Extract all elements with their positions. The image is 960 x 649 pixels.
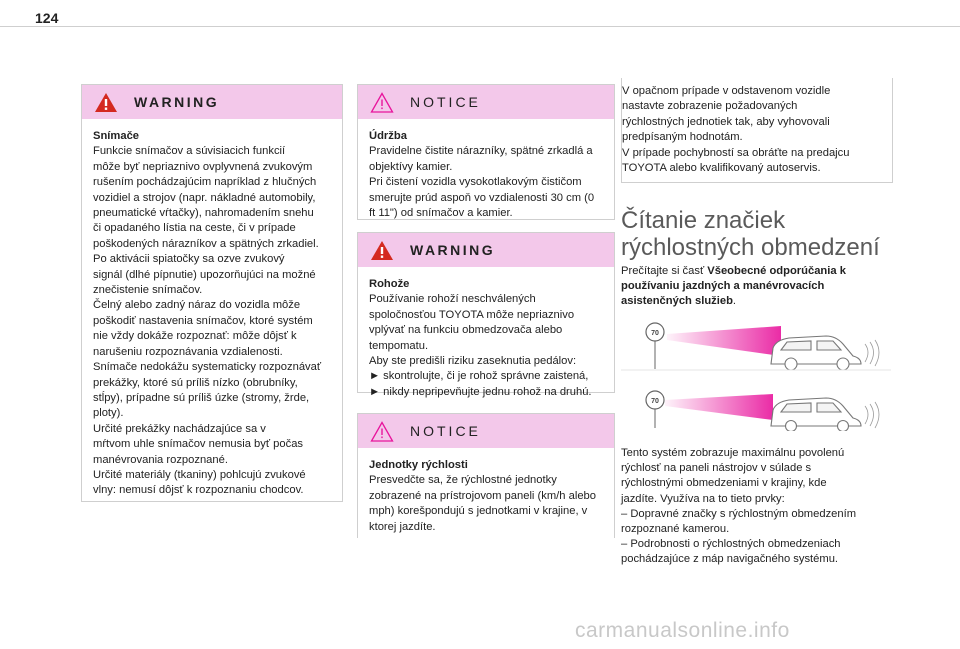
warning-label: WARNING <box>410 242 496 258</box>
watermark: carmanualsonline.info <box>575 619 790 642</box>
section-title: Čítanie značiek rýchlostných obmedzení <box>621 207 880 261</box>
warning-title: Rohože <box>369 278 410 290</box>
notice-text: Presvedčte sa, že rýchlostné jednotky zobrazené na prístrojovom paneli (km/h alebo mph) korešpondujú s jednotkami v krajine, v ktorej jazdíte. <box>369 474 596 533</box>
warning-box-header <box>82 85 342 119</box>
warning-label: WARNING <box>134 94 220 110</box>
header-divider <box>0 26 960 27</box>
sign-value-1: 70 <box>651 330 659 337</box>
notice-text: Pravidelne čistite nárazníky, spätné zrkadlá a objektívy kamier. Pri čistení vozidla vysokotlakovým čističom smerujte prúd aspoň vo vzdialenosti 30 cm (0 ft 11") od snímačov a kamier. <box>369 145 595 220</box>
warning-box-mats <box>357 232 615 398</box>
motion-lines-2 <box>865 402 879 428</box>
camera-beam-1 <box>667 326 781 356</box>
intro-reference: Všeobecné odporúčania k používaniu jazdných a manévrovacích asistenčných služieb <box>621 265 846 308</box>
warning-box-header <box>358 233 614 267</box>
notice-triangle-icon <box>370 421 394 442</box>
speed-sign-illustration <box>621 316 891 431</box>
section-description: Tento systém zobrazuje maximálnu povolenú rýchlosť na paneli nástrojov v súlade s rýchlostnými obmedzeniami v krajiny, kde jazdíte. Využíva na to tieto prvky: – Dopravné značky s rýchlostným obmedzením rozpoznané kamerou. – Podrobnosti o rýchlostných obmedzeniach pochádzajúce z máp navigačného systému. <box>621 447 857 566</box>
car-icon-2 <box>771 398 861 431</box>
camera-beam-2 <box>665 394 773 420</box>
speed-limit-sign-2 <box>646 391 664 428</box>
notice-triangle-icon <box>370 92 394 113</box>
notice-label: NOTICE <box>410 94 481 110</box>
warning-triangle-icon <box>370 240 394 261</box>
notice-title: Jednotky rýchlosti <box>369 459 468 471</box>
warning-text: Používanie rohoží neschválených spoločnosťou TOYOTA môže nepriaznivo vplývať na funkciu obmedzovača alebo tempomatu. Aby ste predišli riziku zaseknutia pedálov: ► skontrolujte, či je rohož správne zaistená, ► nikdy nepripevňujte jednu rohož na druhú. <box>369 293 592 398</box>
page-number: 124 <box>35 10 59 26</box>
notice-box-speed-units <box>357 413 615 538</box>
car-icon-1 <box>771 336 861 370</box>
warning-triangle-icon <box>94 92 118 113</box>
warning-text: Funkcie snímačov a súvisiacich funkcií môže byť nepriaznivo ovplyvnená zvukovým rušením pochádzajúcim napríklad z hlučných vozidiel a strojov (napr. nákladné automobily, pneumatické vŕtačky), nahromadením snehu či opadaného lístia na ceste, či v prípade poškodených nárazníkov a spätných zrkadiel. Po aktivácii spiatočky sa ozve zvukový signál (dlhé pípnutie) upozorňujúci na možné znečistenie snímačov. Čelný alebo zadný náraz do vozidla môže poškodiť nastavenia snímačov, ktoré systém nie vždy dokáže rozpoznať: môže dôjsť k narušeniu rozpoznávania vzdialenosti. Snímače nedokážu systematicky rozpoznávať prekážky, ktoré sú príliš nízko (obrubníky, stĺpy), prípadne sú príliš úzke (stromy, žrde, ploty). Určité prekážky nachádzajúce sa v mŕtvom uhle snímačov nemusia byť počas manévrovania rozpoznané. Určité materiály (tkaniny) pohlcujú zvukové vlny: nemusí dôjsť k rozpoznaniu chodcov. <box>93 145 322 497</box>
warning-title: Snímače <box>93 130 140 142</box>
warning-box-sensors <box>81 84 343 502</box>
notice-label: NOTICE <box>410 423 481 439</box>
notice-title: Údržba <box>369 130 407 142</box>
motion-lines-1 <box>865 340 879 366</box>
info-text: V opačnom prípade v odstavenom vozidle nastavte zobrazenie požadovaných rýchlostných jednotiek tak, aby vyhovovali predpísaným hodnotám. V prípade pochybností sa obráťte na predajcu TOYOTA alebo kvalifikovaný autoservis. <box>622 85 850 175</box>
notice-box-maintenance <box>357 84 615 220</box>
intro-suffix: . <box>732 295 737 308</box>
sign-value-2: 70 <box>651 398 659 405</box>
notice-box-header <box>358 414 614 448</box>
notice-box-header <box>358 85 614 119</box>
intro-prefix: Prečítajte si časť <box>621 265 708 277</box>
section-intro <box>621 264 876 310</box>
speed-limit-sign-1 <box>646 323 664 369</box>
info-box-continuation <box>621 78 893 183</box>
